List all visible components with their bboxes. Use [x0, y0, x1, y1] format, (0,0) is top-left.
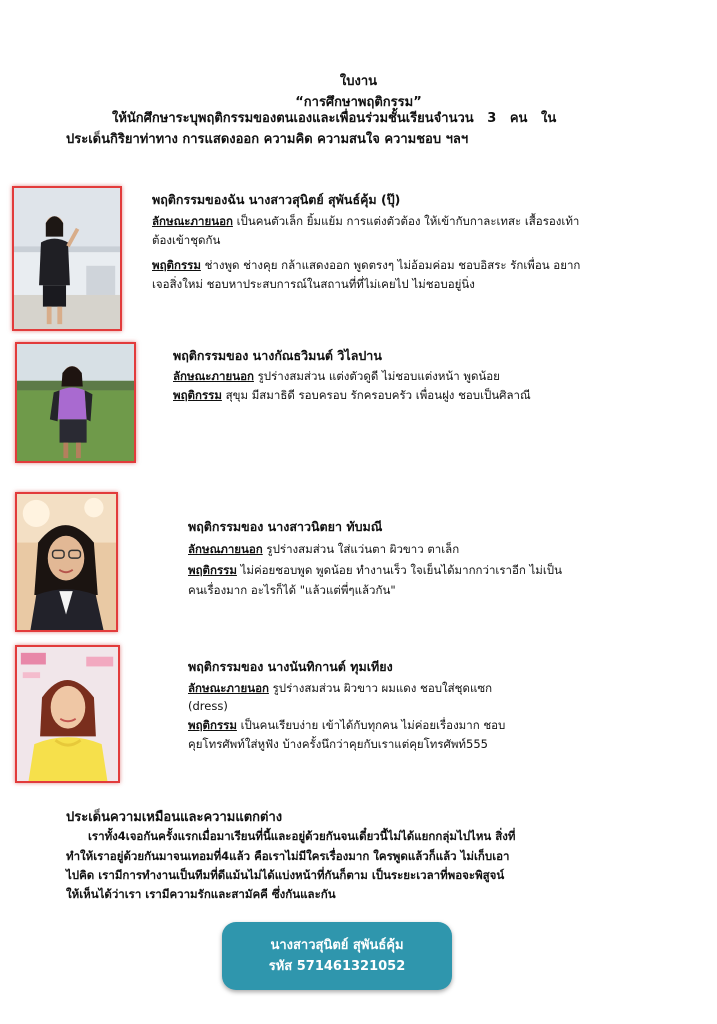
worksheet-subtitle: “การศึกษาพฤติกรรม”	[295, 95, 422, 110]
person-1-title: พฤติกรรมของฉัน นางสาวสุนิตย์ สุพันธ์คุ้ม (ปุ๊)	[152, 192, 401, 207]
behavior-label: พฤติกรรม	[188, 718, 237, 732]
person-1-appearance-cont: ต้องเข้าชุดกัน	[152, 233, 221, 247]
appearance-label: ลักษณะภายนอก	[152, 214, 233, 228]
appearance-label: ลักษณะภายนอก	[188, 681, 269, 695]
appearance-label: ลักษณะภายนอก	[173, 369, 254, 383]
person-3-behavior-cont: คนเรื่องมาก อะไรก็ได้ "แล้วแต่พี่ๆแล้วกัน"	[188, 583, 396, 597]
worksheet-title: ใบงาน	[339, 74, 378, 89]
person-1-photo	[12, 186, 122, 331]
appearance-text: รูปร่างสมส่วน ใส่แว่นตา ผิวขาว ตาเล็ก	[262, 542, 460, 556]
person-3-appearance	[188, 540, 459, 559]
person-4-photo	[15, 645, 120, 783]
person-1-behavior-cont: เจอสิ่งใหม่ ชอบหาประสบการณ์ในสถานที่ที่ไม่เคยไป ไม่ชอบอยู่นิ่ง	[152, 277, 475, 291]
behavior-text: สุขุม มีสมาธิดี รอบครอบ รักครอบครัว เพื่อนฝูง ชอบเป็นศิลาณี	[221, 388, 531, 402]
author-student-id: รหัส 571461321052	[268, 959, 406, 974]
behavior-text: ช่างพูด ช่างคุย กล้าแสดงออก พูดตรงๆ ไม่อ้อมค่อม ชอบอิสระ รักเพื่อน อยาก	[200, 258, 581, 272]
person-3-behavior	[188, 561, 562, 580]
person-2-behavior	[173, 386, 531, 405]
person-1-behavior	[152, 256, 580, 275]
summary-line-4: ให้เห็นได้ว่าเรา เรามีความรักและสามัคคี ซึ่งกันและกัน	[66, 887, 336, 901]
person-2-appearance	[173, 367, 500, 386]
appearance-text: รูปร่างสมส่วน ผิวขาว ผมแดง ชอบใส่ชุดแซก	[268, 681, 493, 695]
person-2-photo	[15, 342, 136, 463]
person-1-appearance	[152, 212, 579, 231]
appearance-label: ลักษณภายนอก	[188, 542, 263, 556]
author-name: นางสาวสุนิตย์ สุพันธ์คุ้ม	[270, 938, 404, 953]
summary-line-3: ไปคิด เรามีการทำงานเป็นทีมที่ดีแม้นไม่ได้แบ่งหน้าที่กันก็ตาม เป็นระยะเวลาที่พอจะพิสูจน์	[66, 868, 505, 882]
appearance-text: รูปร่างสมส่วน แต่งตัวดูดี ไม่ชอบแต่งหน้า พูดน้อย	[253, 369, 500, 383]
author-badge	[222, 922, 452, 990]
person-4-behavior-cont: คุยโทรศัพท์ใส่หูฟัง บ้างครั้งนึกว่าคุยกับเราแต่คุยโทรศัพท์555	[188, 737, 488, 751]
summary-line-1: เราทั้ง4เจอกันครั้งแรกเมื่อมาเรียนที่นี้และอยู่ด้วยกันจนเดี๋ยวนี้ไม่ได้แยกกลุ่มไปไหน สิ่งที่	[88, 829, 516, 843]
person-3-photo	[15, 492, 118, 632]
behavior-label: พฤติกรรม	[152, 258, 201, 272]
behavior-label: พฤติกรรม	[188, 563, 237, 577]
behavior-text: เป็นคนเรียบง่าย เข้าได้กับทุกคน ไม่ค่อยเรื่องมาก ชอบ	[236, 718, 506, 732]
person-4-title: พฤติกรรมของ นางนันทิกานต์ ทุมเทียง	[188, 659, 393, 674]
behavior-text: ไม่ค่อยชอบพูด พูดน้อย ทำงานเร็ว ใจเย็นได้มากกว่าเราอีก ไม่เป็น	[236, 563, 562, 577]
appearance-text: เป็นคนตัวเล็ก ยิ้มแย้ม การแต่งตัวต้อง ให้เข้ากับกาละเทสะ เสื้อรองเท้า	[232, 214, 580, 228]
behavior-label: พฤติกรรม	[173, 388, 222, 402]
summary-heading: ประเด็นความเหมือนและความแตกต่าง	[66, 810, 283, 825]
person-4-appearance-cont: (dress)	[188, 699, 228, 713]
intro-line-1: ให้นักศึกษาระบุพฤติกรรมของตนเองและเพื่อนร่วมชั้นเรียนจำนวน 3 คน ใน	[112, 111, 557, 126]
intro-line-2: ประเด็นกิริยาท่าทาง การแสดงออก ความคิด ความสนใจ ความชอบ ฯลฯ	[66, 132, 469, 147]
person-2-title: พฤติกรรมของ นางกัณธวิมนต์ วิไลปาน	[173, 348, 382, 363]
person-3-title: พฤติกรรมของ นางสาวนิตยา ทับมณี	[188, 519, 383, 534]
person-4-behavior	[188, 716, 505, 735]
summary-line-2: ทำให้เราอยู่ด้วยกันมาจนเทอมที่4แล้ว คือเราไม่มีใครเรื่องมาก ใครพูดแล้วก็แล้ว ไม่เก็บเอา	[66, 849, 510, 863]
person-4-appearance	[188, 679, 492, 698]
